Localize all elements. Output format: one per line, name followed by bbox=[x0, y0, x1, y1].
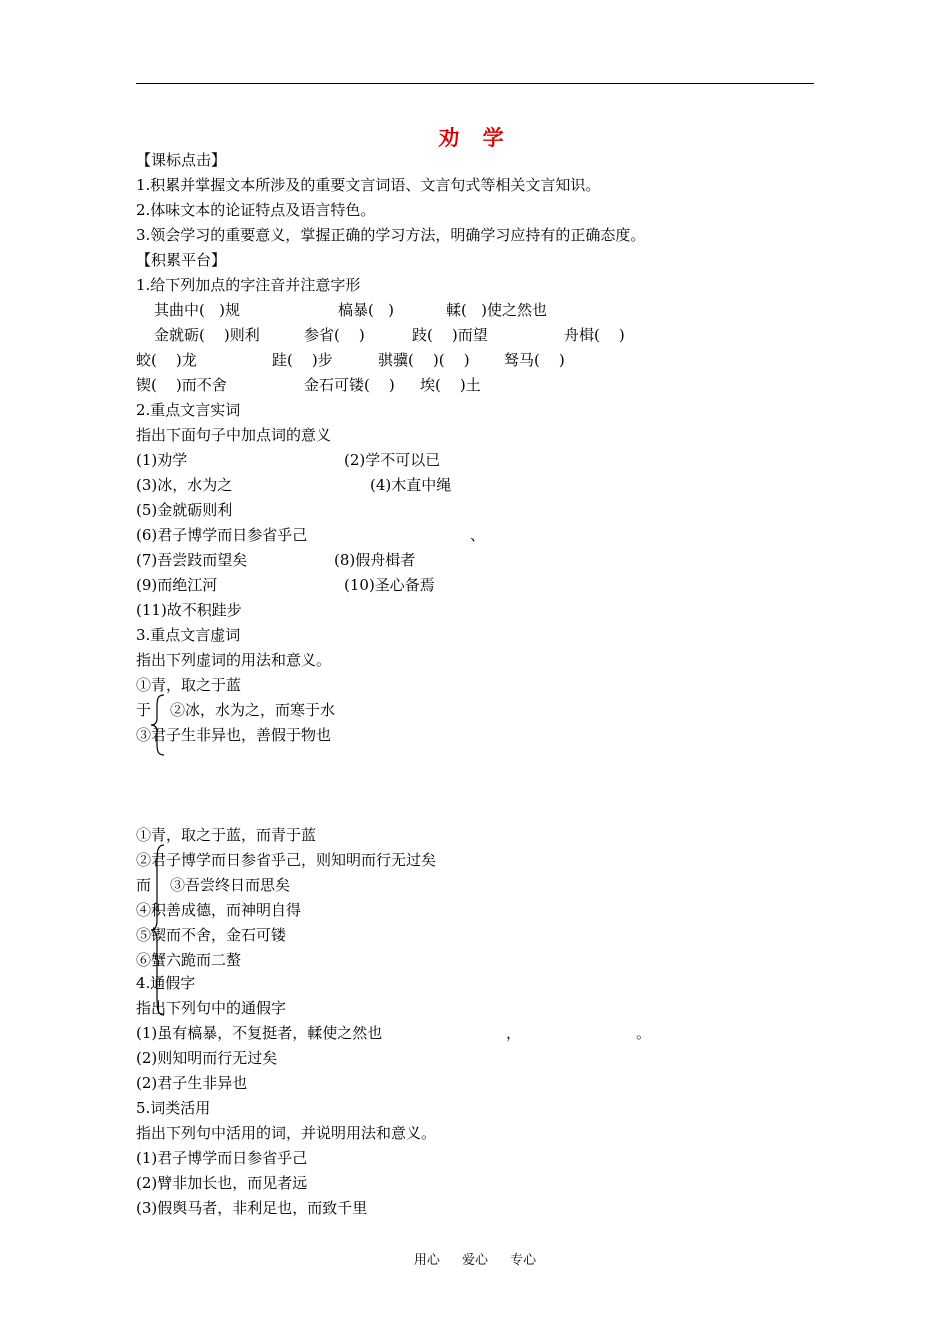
q3-yu-char: 于 bbox=[136, 701, 152, 719]
kebiao-item: 3.领会学习的重要意义，掌握正确的学习方法，明确学习应持有的正确态度。 bbox=[136, 226, 646, 244]
q3-er-item: ③吾尝终日而思矣 bbox=[170, 876, 291, 894]
q5-heading: 5.词类活用 bbox=[136, 1099, 211, 1117]
q1-item: 輮( )使之然也 bbox=[446, 301, 548, 319]
q2-instruction: 指出下面句子中加点词的意义 bbox=[136, 426, 332, 444]
q1-item: 驽马( ) bbox=[504, 351, 565, 369]
q1-item: 骐骥( )( ) bbox=[378, 351, 470, 369]
q2-item: (4)木直中绳 bbox=[370, 476, 452, 494]
kebiao-item: 1.积累并掌握文本所涉及的重要文言词语、文言句式等相关文言知识。 bbox=[136, 176, 601, 194]
page-footer: 用心 爱心 专心 bbox=[413, 1253, 537, 1268]
q2-item: (2)学不可以已 bbox=[344, 451, 441, 469]
q1-item: 金就砺( )则利 bbox=[154, 326, 260, 344]
q4-period: 。 bbox=[636, 1024, 652, 1042]
q4-heading: 4.通假字 bbox=[136, 974, 196, 992]
q3-instruction: 指出下列虚词的用法和意义。 bbox=[136, 651, 332, 669]
q3-er-item: ⑥蟹六跪而二螯 bbox=[136, 951, 242, 969]
q4-instruction: 指出下列句中的通假字 bbox=[136, 999, 287, 1017]
page-title: 劝 学 bbox=[438, 126, 512, 150]
q2-item: (3)冰，水为之 bbox=[136, 476, 233, 494]
header-rule bbox=[136, 83, 814, 84]
q1-item: 埃( )土 bbox=[420, 376, 481, 394]
q1-item: 跂( )而望 bbox=[412, 326, 488, 344]
q5-instruction: 指出下列句中活用的词，并说明用法和意义。 bbox=[136, 1124, 437, 1142]
q2-item: (1)劝学 bbox=[136, 451, 188, 469]
q3-heading: 3.重点文言虚词 bbox=[136, 626, 241, 644]
yu-brace-icon bbox=[148, 694, 168, 756]
q1-item: 参省( ) bbox=[304, 326, 365, 344]
q2-item: (10)圣心备焉 bbox=[344, 576, 435, 594]
q1-item: 金石可镂( ) bbox=[304, 376, 395, 394]
kebiao-item: 2.体味文本的论证特点及语言特色。 bbox=[136, 201, 376, 219]
q2-item: (9)而绝江河 bbox=[136, 576, 218, 594]
q2-item: (5)金就砺则利 bbox=[136, 501, 233, 519]
q2-item: (11)故不积跬步 bbox=[136, 601, 242, 619]
q1-item: 跬( )步 bbox=[272, 351, 333, 369]
q2-item: (8)假舟楫者 bbox=[334, 551, 416, 569]
q3-yu-item: ②冰，水为之，而寒于水 bbox=[170, 701, 336, 719]
q2-item: (6)君子博学而日参省乎己 bbox=[136, 526, 308, 544]
q2-item: (7)吾尝跂而望矣 bbox=[136, 551, 248, 569]
q5-item: (1)君子博学而日参省乎己 bbox=[136, 1149, 308, 1167]
q4-comma: ， bbox=[506, 1024, 522, 1042]
section-header-kebiao: 【课标点击】 bbox=[136, 151, 227, 169]
q4-item: (1)虽有槁暴，不复挺者，輮使之然也 bbox=[136, 1024, 383, 1042]
q3-er-char: 而 bbox=[136, 876, 152, 894]
q3-er-item: ①青，取之于蓝，而青于蓝 bbox=[136, 826, 317, 844]
q3-yu-item: ③君子生非异也，善假于物也 bbox=[136, 726, 332, 744]
q3-er-item: ④积善成德，而神明自得 bbox=[136, 901, 302, 919]
section-header-jilei: 【积累平台】 bbox=[136, 251, 227, 269]
q1-item: 其曲中( )规 bbox=[154, 301, 241, 319]
q1-item: 蛟( )龙 bbox=[136, 351, 197, 369]
q1-heading: 1.给下列加点的字注音并注意字形 bbox=[136, 276, 361, 294]
q5-item: (3)假舆马者，非利足也，而致千里 bbox=[136, 1199, 368, 1217]
q1-item: 锲( )而不舍 bbox=[136, 376, 227, 394]
q2-heading: 2.重点文言实词 bbox=[136, 401, 241, 419]
q5-item: (2)臂非加长也，而见者远 bbox=[136, 1174, 308, 1192]
q4-item: (2)则知明而行无过矣 bbox=[136, 1049, 278, 1067]
q4-item: (2)君子生非异也 bbox=[136, 1074, 248, 1092]
q3-er-item: ②君子博学而日参省乎己，则知明而行无过矣 bbox=[136, 851, 437, 869]
q1-item: 槁暴( ) bbox=[338, 301, 395, 319]
q1-item: 舟楫( ) bbox=[564, 326, 625, 344]
q2-separator: 、 bbox=[470, 526, 486, 544]
q3-yu-item: ①青，取之于蓝 bbox=[136, 676, 242, 694]
q3-er-item: ⑤锲而不舍，金石可镂 bbox=[136, 926, 287, 944]
